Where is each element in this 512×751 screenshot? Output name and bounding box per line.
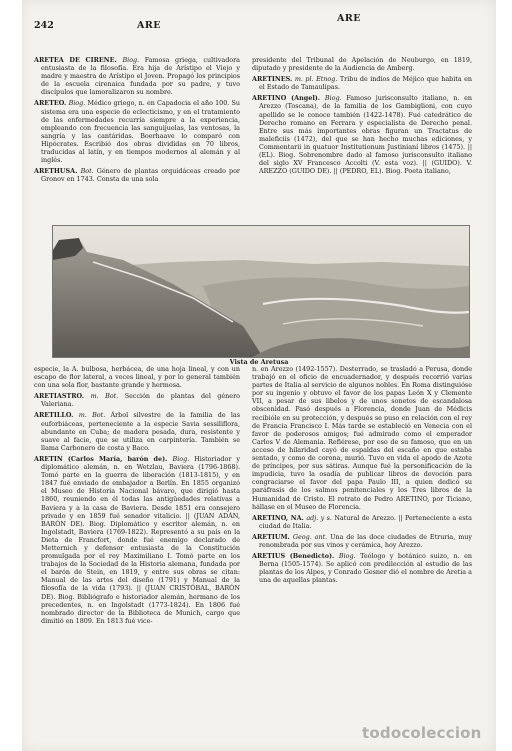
dictionary-entry [252,514,472,530]
entry-headword: ARETIUS (Benedicto). [252,552,339,561]
entry-headword: ARETEA DE CIRENE. [34,56,123,64]
entry-text: Historiador y diplomático alemán, n. en Wetzlau, Baviera (1796-1868). Tomó parte en la guerra de liberación (1813-1815), y en 1847 fué enviado de embajador a Berlín. En 1855 organizó el Museo de Historia Nacional bávaro, que dirigió hasta 1860, reuniendo en él todas las antigüedades relativas a Baviera y a la casa de Baviera. Desde 1851 era consejero privado y en 1859 fué senador vitalicio. || (JUAN ADÁN, BARÓN DE). Biog. Diplomático y escritor alemán, n. en Ingolstadt, Baviera (1769-1822). Representó a su país en la Dieta de Francfort, donde fué enemigo declarado de Metternich y defensor entusiasta de la Constitución promulgada por el rey Maximiliano I. Tomó parte en los trabajos de la Sociedad de la Historia alemana, fundada por el barón de Stein, en 1819, y entre sus obras se citan: Manual de las artes del diseño (1791) y Manual de la filosofía de la vida (1793). || (JUAN CRISTÓBAL, BARÓN DE). Biog. Bibliógrafo e historiador alemán, hermano de los precedentes, n. en Ingolstadt (1773-1824). En 1806 fué nombrado director de la Biblioteca de Munich, cargo que dimitió en 1809. En 1813 fué vice- [41,454,240,625]
entry-abbreviation: Geog. ant. [292,532,331,541]
dictionary-entry [252,533,472,549]
dictionary-entry [34,167,240,183]
dictionary-entry [34,56,240,96]
dictionary-entry [34,455,240,625]
entry-headword: ARETIASTRO. [34,392,91,401]
entry-abbreviation: Biog. [68,99,88,108]
entry-headword: ARETINO, NA. [252,513,307,522]
left-column-top [34,56,240,222]
entry-text: Tribu de indios de Méjico que habita en el Estado de Tamaulipas. [259,75,472,92]
entry-abbreviation: adj. y s. [306,513,335,522]
page-header [22,24,496,50]
entry-abbreviation: Biog. [172,454,195,463]
entry-abbreviation: Bot. [80,167,97,176]
dictionary-entry [252,75,472,91]
entry-abbreviation: m. pl. Etnog. [294,75,340,84]
continued-text [252,365,472,511]
entry-headword: ARETHUSA. [34,167,81,176]
entry-abbreviation: m. Bot. [90,392,125,401]
entry-headword: ARETIN (Carlos María, barón de). [34,454,173,463]
entry-text: Género de plantas orquidáceas creado por Gronov en 1743. Consta de una sola [41,167,240,184]
entry-text: Árbol silvestre de la familia de las euforbiáceas, perteneciente a la especie Savia sessiliflora, abundante en Cuba; de madera pesada, dura, resistente y suave al facie, que se utiliza en carpintería. También se llama Carbonero de costa y Baco. [41,411,240,452]
entry-text: Sección de plantas del género Valeriana. [41,392,240,409]
right-column-top [252,56,472,222]
entry-abbreviation: m. Bot. [78,411,111,420]
landscape-photo [52,225,470,358]
aretusa-landscape-image [53,226,469,357]
entry-headword: ARETINO (Angel). [252,94,325,103]
dictionary-entry [34,99,240,164]
dictionary-entry [252,552,472,584]
page-number: 242 [34,20,54,31]
entry-headword: ARETIUM. [252,532,293,541]
entry-text: especie, la A. bulbosa, herbácea, de una hoja lineal, y con un escapo de flor lateral, a veces lineal, y por lo general también con una sola flor, bastante grande y hermosa. [34,365,240,390]
entry-text: Natural de Arezzo. || Perteneciente a esta ciudad de Italia. [259,513,472,530]
continued-text: presidente del Tribunal de Apelación de Neuburgo, en 1819, diputado y presidente de la Audiencia de Amberg. [252,56,472,73]
dictionary-page [22,0,496,751]
right-top-entries [252,75,472,175]
entry-abbreviation: Biog. [324,94,347,103]
entry-abbreviation: Biog. [122,56,145,64]
entry-text: Teólogo y botánico suizo, n. en Berna (1505-1574). Se aplicó con predilección al estudio de las plantas de los Alpes, y Conrado Gesner dió el nombre de Aretia a una de aquellas plantas. [259,552,472,585]
entry-text: Famoso jurisconsulto italiano, n. en Arezzo (Toscana), de la familia de los Gambiglioni, con cuyo apellido se le conoce también (1422-1478). Fué catedrático de Derecho romano en Ferrara y especialista de Derecho penal. Entre sus más importantes obras figuran un Tractatus de maleficiis (1472), del que se han hecho muchas ediciones, y Commentarii in quatuor Institutionum Justinianí libros (1475). || (EL). Biog. Sobrenombre dado al famoso jurisconsulto italiano del siglo XV Francesco Accolti (V. esta voz). || (GUIDO). V. AREZZO (GUIDO DE). || (PEDRO, EL). Biog. Poeta italiano, [259,94,472,176]
dictionary-entry [34,392,240,408]
entry-text: Famosa griega, cultivadora entusiasta de la filosofía. Era hija de Arístipo el Viejo y madre y maestra de Arístipo el Joven. Propagó los principios de la escuela cirenaica fundada por su padre, y tuvo discípulos que lamoralizaron su nombre. [41,56,240,97]
left-column-bottom [34,365,240,730]
running-headword-right: ARE [337,13,362,24]
entry-headword: ARETINES. [252,75,295,84]
entry-abbreviation: Biog. [338,552,361,561]
entry-text: Médico griego, n. en Capadocia el año 100. Su sistema era una especie de eclecticismo, y en el tratamiento de las enfermedades recurría siempre a la experiencia, empleando con frecuencia las sanguijuelas, las ventosas, la sangría y las cantáridas. Boerhaave lo comparó con Hipócrates. Escribió dos obras divididas en 70 libros, traducidas al latín, y en tiempos modernos al alemán y al inglés. [41,99,240,165]
dictionary-entry [34,411,240,451]
entry-headword: ARETEO. [34,99,69,108]
photo-caption: Vista de Aretusa [229,358,289,366]
entry-text: Una de las doce ciudades de Etruria, muy renombrada por sus vinos y cerámica, hoy Arezzo. [259,532,472,549]
watermark-logo: todocoleccion [362,724,482,742]
right-column-bottom [252,365,472,730]
dictionary-entry [252,94,472,175]
entry-text: n. en Arezzo (1492-1557). Desterrado, se trasladó a Perusa, donde trabajó en el oficio de encuadernador, y después recorrió varias partes de Italia al servicio de algunos nobles. En Roma distinguióse por su ingenio y obtuvo el favor de los papas León X y Clemente VII, a pesar de sus libelos y de unos sonetos de escandalosa obscenidad. Pasó después a Florencia, donde Juan de Médicis recibióle en su protección, y después se puso en relación con el rey de Francia Francisco I. Más tarde se estableció en Venecia con el favor de poderosos amigos; fué admirado como el emperador Carlos V de Alemania. Refiérese, por eso de su famoso, que en un acceso de hilaridad cayó de espaldas del escaño en que estaba sentado, y como de corona, murió. Tuvo en vida el apodo de Azote de príncipes, por sus sátiras. Aunque fué la personificación de la impudicia, tuvo la osadía de publicar libros de devoción para congraciarse el favor del papa Paulo III, a quien dedicó su paráfrasis de los salmos penitenciales y los Tres libros de la Humanidad de Cristo. El retrato de Pedro ARETINO, por Ticiano, hállase en el Museo de Florencia. [252,365,472,511]
running-headword-left: ARE [137,20,162,31]
continued-text [34,365,240,389]
entry-headword: ARETILLO. [34,411,79,420]
